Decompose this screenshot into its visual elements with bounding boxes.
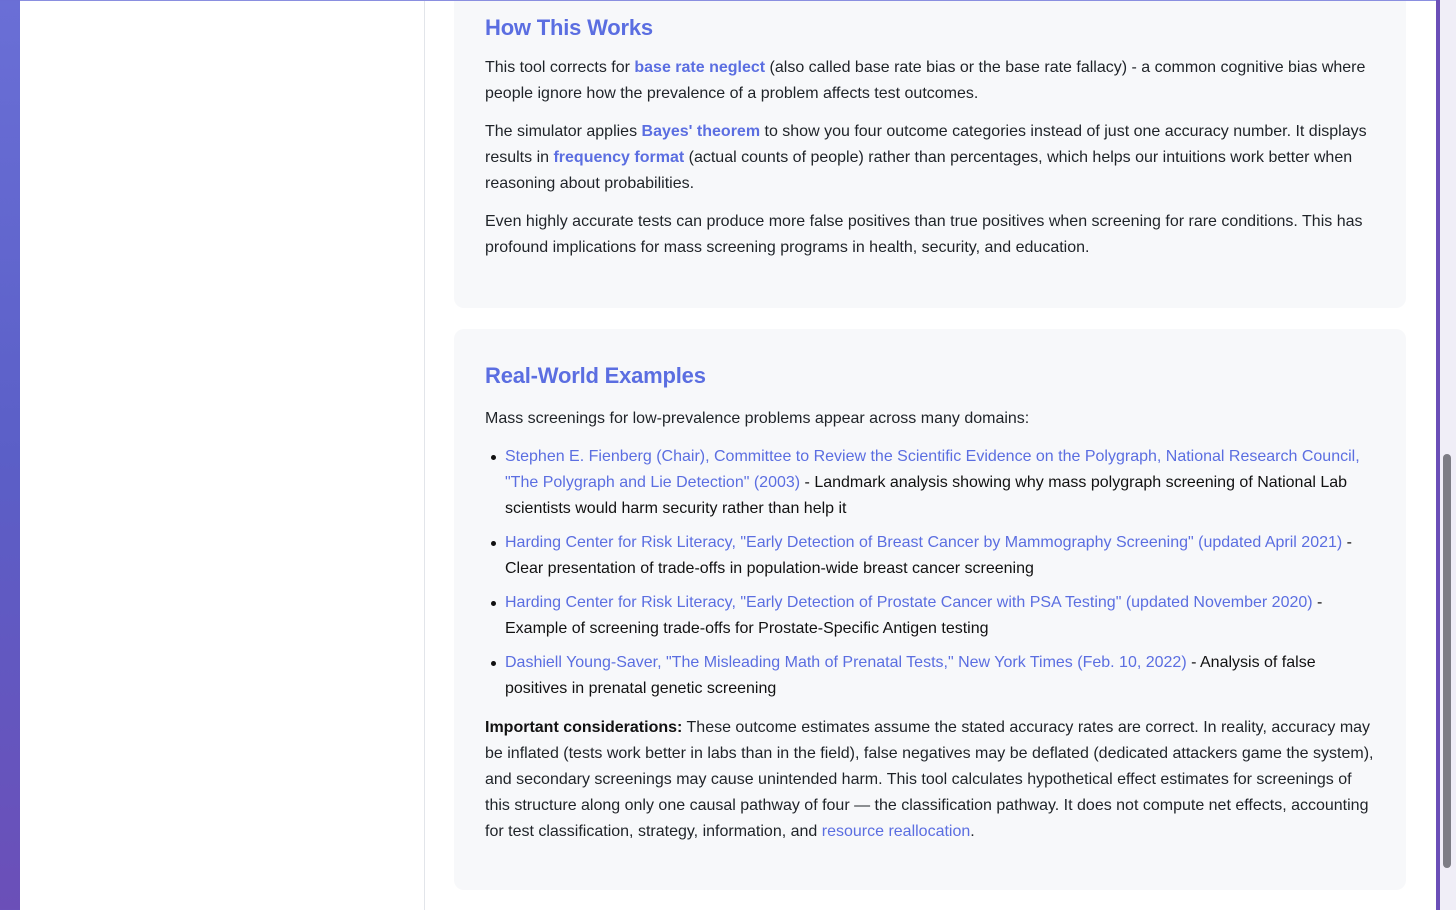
how-it-works-paragraph-3: Even highly accurate tests can produce more false positives than true positives when screening for rare conditions. This has profound implications for mass screening programs in health, security, and education. xyxy=(485,213,1363,256)
examples-intro: Mass screenings for low-prevalence problems appear across many domains: xyxy=(485,410,1030,427)
reference-description: - Landmark analysis showing why mass polygraph screening of National Lab scientists would harm security rather than help it xyxy=(505,474,1348,517)
text-segment: (actual counts of people) rather than percentages, which helps our intuitions work better when reasoning about probabilities. xyxy=(485,149,1353,192)
considerations-text: These outcome estimates assume the stated accuracy rates are correct. In reality, accuracy may be inflated (tests work better in labs than in the field), false negatives may be deflated (dedicated attackers game the system), and secondary screenings may cause unintended harm. This tool calculates hypothetical effect estimates for screenings of this structure along only one causal pathway of four — the classification pathway. It does not compute net effects, accounting for test classification, strategy, information, and xyxy=(485,719,1374,840)
text-segment: . xyxy=(970,823,975,840)
examples-list xyxy=(485,444,1375,702)
how-it-works-card xyxy=(454,1,1406,308)
considerations-label: Important considerations: xyxy=(485,719,683,736)
reference-link-mammography[interactable]: Harding Center for Risk Literacy, "Early Detection of Breast Cancer by Mammography Screening" (updated April 2021) xyxy=(505,534,1343,551)
how-it-works-paragraph-1 xyxy=(485,55,1375,107)
text-segment: to show you four outcome categories instead of just one accuracy number. It displays results in xyxy=(485,123,1367,166)
resource-reallocation-link[interactable]: resource reallocation xyxy=(821,823,971,840)
reference-link-psa[interactable]: Harding Center for Risk Literacy, "Early Detection of Prostate Cancer with PSA Testing" (updated November 2020) xyxy=(505,594,1313,611)
list-item xyxy=(485,530,1375,582)
term-frequency-format: frequency format xyxy=(553,149,685,166)
reference-link-prenatal[interactable]: Dashiell Young-Saver, "The Misleading Math of Prenatal Tests," New York Times (Feb. 10, 2022) xyxy=(505,654,1187,671)
text-segment: The simulator applies xyxy=(485,123,642,140)
term-base-rate-neglect: base rate neglect xyxy=(634,59,766,76)
sidebar-panel xyxy=(20,1,425,910)
how-it-works-paragraph-2 xyxy=(485,119,1375,197)
term-bayes-theorem: Bayes' theorem xyxy=(641,123,761,140)
reference-link-polygraph[interactable]: Stephen E. Fienberg (Chair), Committee to Review the Scientific Evidence on the Polygraph, National Research Council, "The Polygraph and Lie Detection" (2003) xyxy=(505,448,1360,491)
reference-description: - Analysis of false positives in prenatal genetic screening xyxy=(505,654,1316,697)
real-world-examples-card xyxy=(454,329,1406,890)
reference-description: - Clear presentation of trade-offs in population-wide breast cancer screening xyxy=(505,534,1353,577)
examples-title: Real-World Examples xyxy=(485,363,706,388)
app-window xyxy=(20,0,1436,910)
list-item xyxy=(485,650,1375,702)
frame-edge xyxy=(1436,0,1440,910)
how-it-works-title: How This Works xyxy=(485,15,653,40)
important-considerations xyxy=(485,715,1375,845)
list-item xyxy=(485,444,1375,522)
list-item xyxy=(485,590,1375,642)
text-segment: (also called base rate bias or the base rate fallacy) - a common cognitive bias where people ignore how the prevalence of a problem affects test outcomes. xyxy=(485,59,1366,102)
main-content xyxy=(426,1,1436,910)
reference-description: - Example of screening trade-offs for Prostate-Specific Antigen testing xyxy=(505,594,1323,637)
scrollbar-thumb[interactable] xyxy=(1443,454,1451,868)
text-segment: This tool corrects for xyxy=(485,59,635,76)
